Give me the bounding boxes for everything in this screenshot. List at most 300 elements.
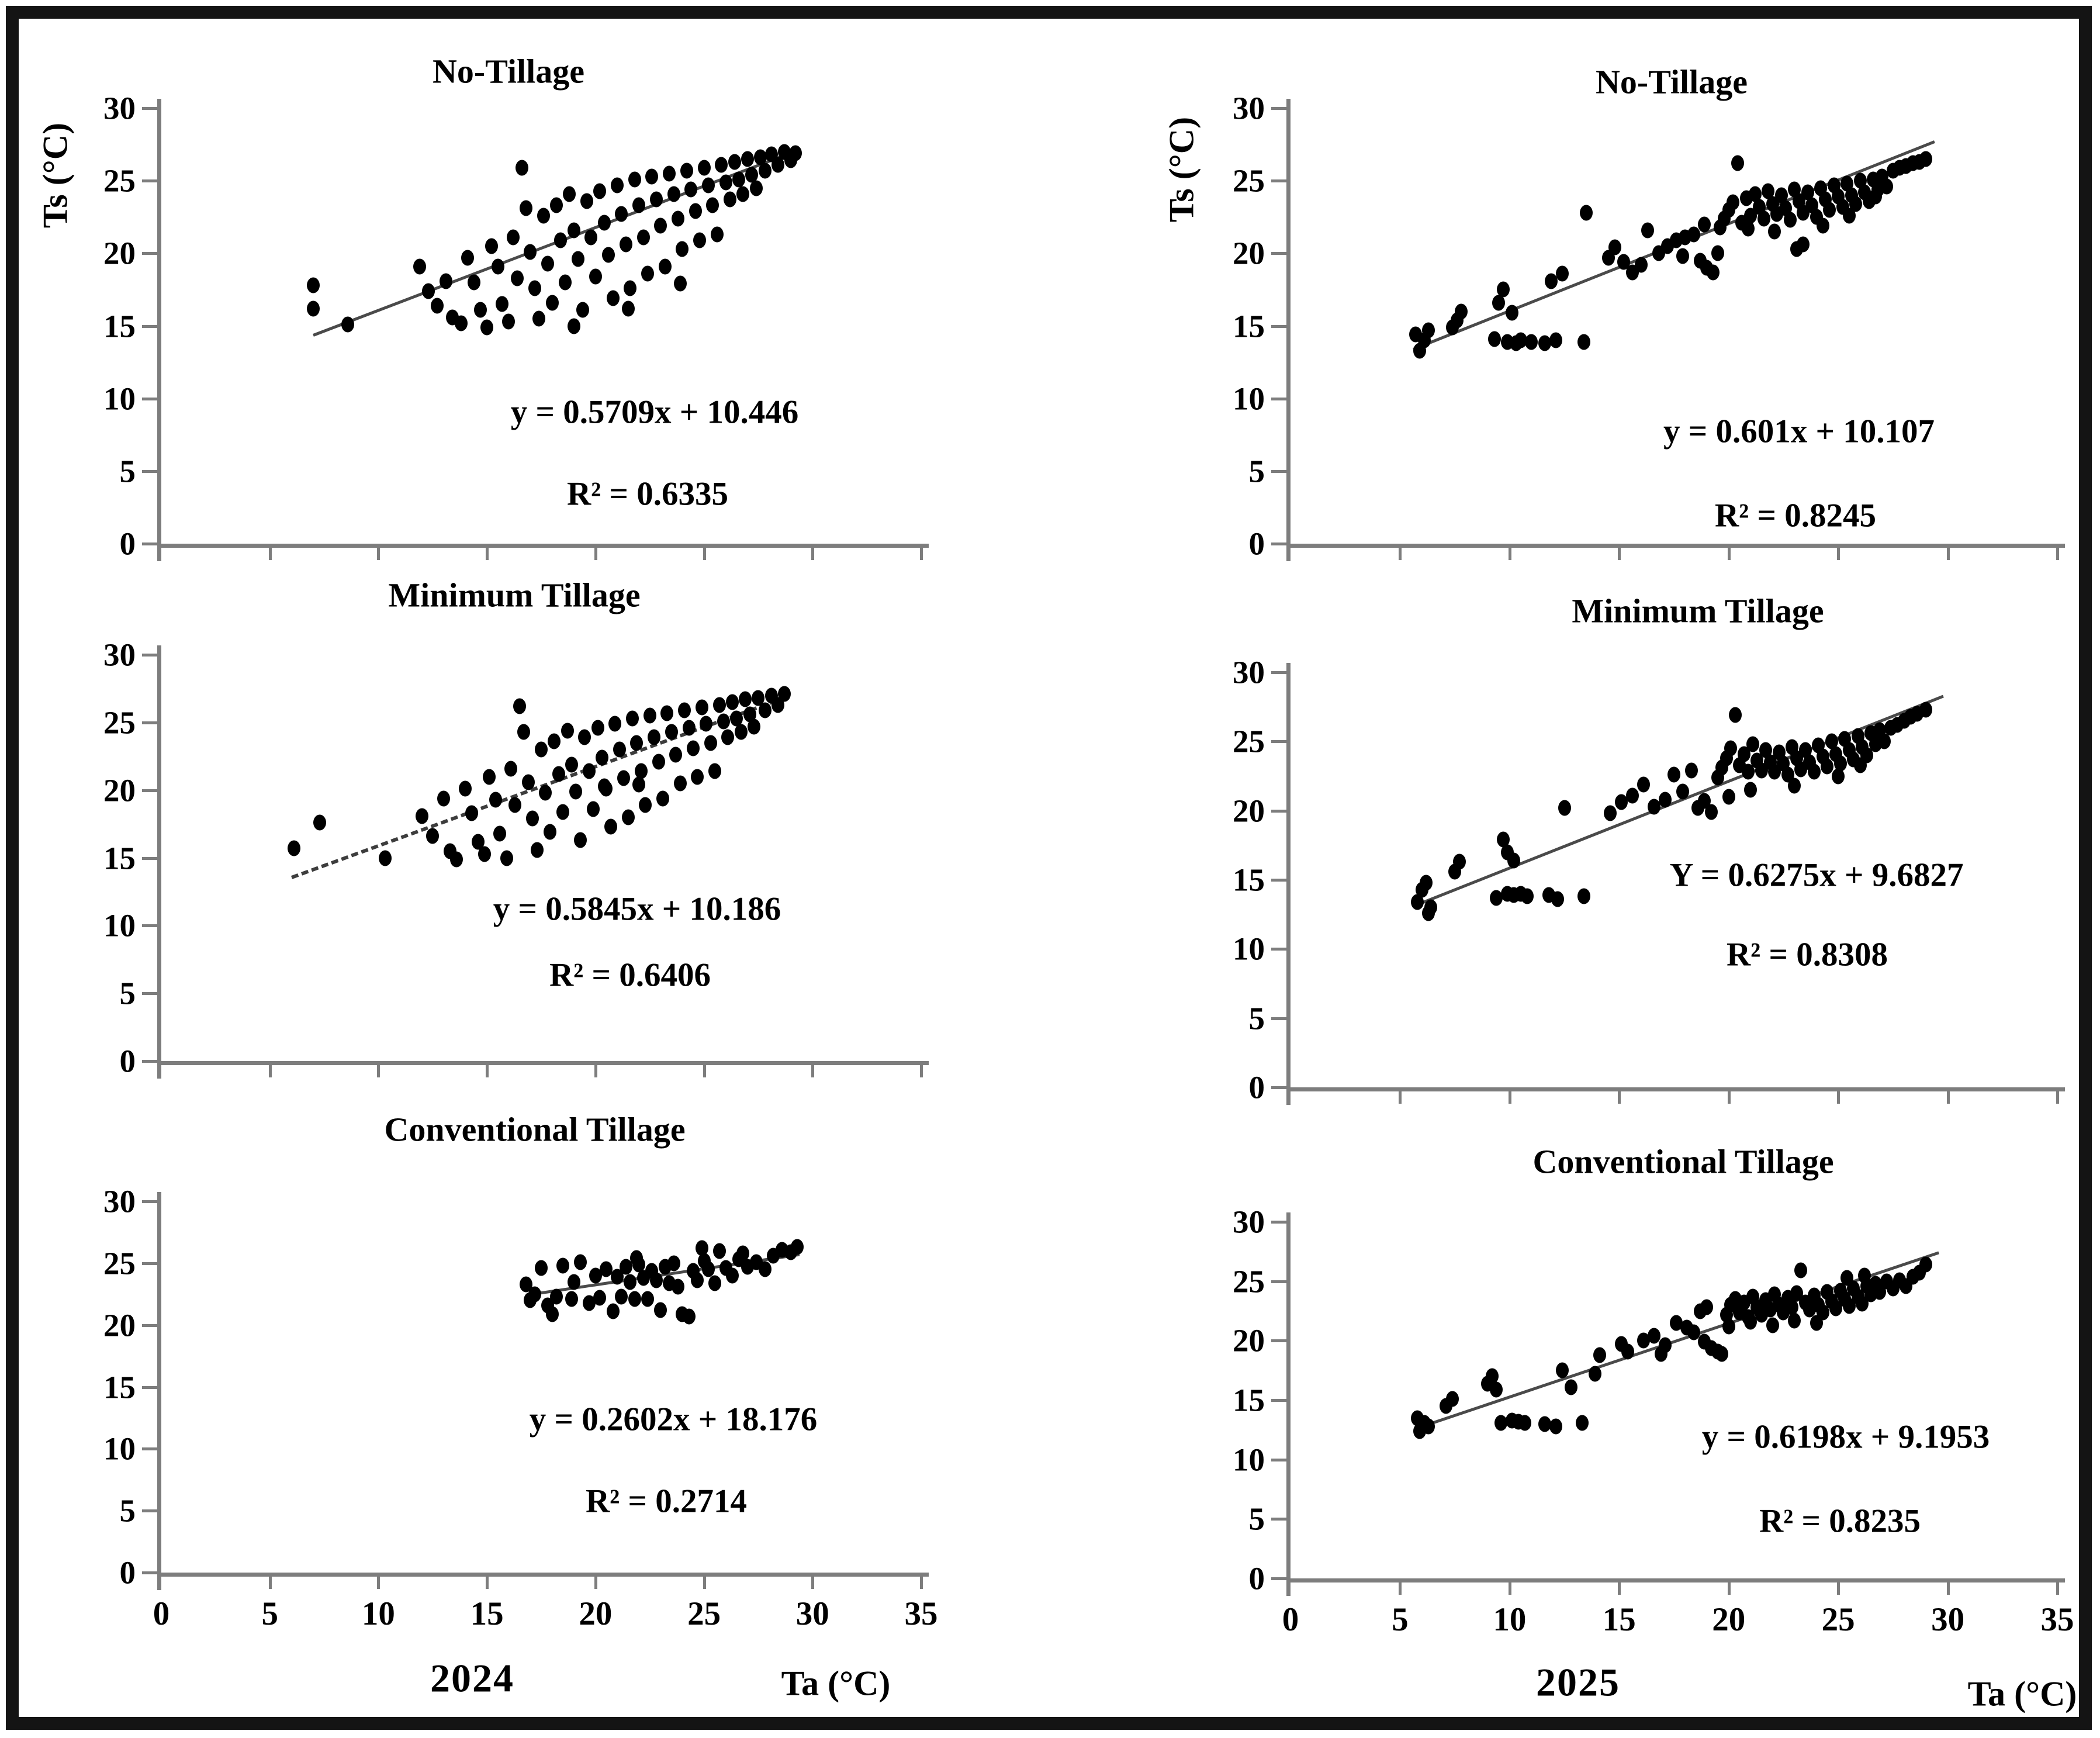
plot-2025-conventional-tillage [1233,1204,2074,1638]
data-point [680,163,693,178]
x-tick-label: 35 [2040,1601,2074,1638]
r2-2024-minimum-tillage: R² = 0.6406 [549,956,711,994]
data-point [641,1291,654,1307]
data-point [713,1243,726,1259]
data-point [1727,195,1739,210]
data-point [440,273,452,289]
x-tick-mark [1509,544,1511,560]
data-point [546,1306,559,1322]
data-point [593,183,606,199]
data-point [721,730,734,745]
data-point [1685,763,1698,779]
data-point [628,171,641,187]
data-point [1577,889,1590,904]
y-tick-mark [1271,810,1288,813]
x-tick-mark [1947,1578,1950,1595]
data-point [1878,734,1891,749]
y-tick-mark [1271,1280,1288,1283]
y-tick-label: 0 [1248,1069,1265,1105]
x-tick-mark [1947,544,1950,560]
data-point [663,165,676,181]
y-tick-label: 20 [1233,235,1265,271]
data-point [611,177,624,193]
data-point [544,824,556,840]
data-point [492,258,504,274]
data-point [1422,1418,1435,1434]
y-tick-label: 0 [1248,1560,1265,1597]
y-tick-label: 0 [119,1043,136,1079]
data-point [541,255,554,271]
data-point [522,774,535,790]
y-tick-mark [1271,543,1288,545]
y-tick-label: 30 [103,637,136,673]
data-point [624,280,636,296]
x-tick-mark [703,1061,706,1077]
y-tick-label: 5 [119,975,136,1011]
data-point [687,740,700,756]
data-point [650,192,663,208]
data-point [574,1254,587,1270]
data-point [483,769,496,785]
data-point [1521,889,1534,904]
y-tick-mark [142,1262,158,1265]
data-point [532,311,545,327]
x-tick-mark [1728,1578,1731,1595]
data-point [1667,767,1680,783]
y-tick-mark [142,721,158,724]
data-point [620,237,632,253]
data-point [493,825,506,841]
data-point [1549,333,1562,348]
data-point [584,230,597,246]
y-tick-mark [1271,398,1288,400]
data-point [528,1286,541,1302]
y-tick-mark [142,107,158,110]
y-tick-mark [1271,1086,1288,1089]
y-tick-mark [1271,1017,1288,1020]
y-tick-label: 10 [103,1431,136,1467]
y-tick-label: 20 [1233,1322,1265,1359]
y-tick-mark [1271,179,1288,182]
x-tick-label: 0 [153,1595,170,1632]
data-point [531,842,544,858]
equation-2025-conventional-tillage: y = 0.6198x + 9.1953 [1701,1418,1990,1456]
data-point [1608,240,1621,255]
data-point [1746,737,1759,752]
data-point [520,201,532,216]
equation-2024-conventional-tillage: y = 0.2602x + 18.176 [529,1401,818,1438]
data-point [1497,282,1510,298]
y-tick-label: 15 [103,1369,136,1405]
y-tick-label: 30 [1233,90,1265,126]
y-tick-mark [142,924,158,927]
data-point [639,797,652,813]
data-point [1641,222,1654,238]
data-point [379,850,392,866]
y-tick-mark [142,1324,158,1327]
data-point [1768,224,1781,240]
data-point [715,157,728,172]
data-point [615,1288,628,1304]
data-point [659,258,672,274]
data-point [1676,248,1689,264]
data-point [548,734,561,749]
y-axis-line [1286,99,1291,561]
data-point [750,180,763,196]
data-point [578,730,591,745]
y-tick-label: 5 [119,453,136,489]
y-tick-mark [1271,252,1288,255]
y-tick-label: 25 [103,163,136,199]
data-point [683,1308,696,1324]
data-point [568,318,580,334]
data-point [1659,1338,1672,1353]
data-point [735,724,748,740]
r2-2024-no-tillage: R² = 0.6335 [567,475,728,513]
data-point [583,763,596,779]
data-point [641,266,654,282]
y-tick-label: 0 [119,526,136,562]
data-point [789,145,802,161]
y-tick-mark [142,857,158,860]
y-axis-title-left: Ts (°C) [36,122,75,229]
y-tick-label: 5 [1248,453,1265,489]
data-point [708,1275,721,1291]
data-point [502,314,515,330]
data-point [726,1268,739,1284]
data-point [539,785,552,801]
data-point [1577,334,1590,350]
data-point [1488,331,1501,347]
data-point [413,258,426,274]
x-tick-mark [1618,544,1621,560]
x-tick-mark [1618,1087,1621,1104]
y-axis-line [157,645,161,1079]
y-tick-label: 25 [103,1245,136,1281]
data-point [1707,264,1720,280]
data-point [736,186,749,202]
data-point [1525,334,1538,350]
y-tick-mark [142,325,158,328]
y-tick-mark [142,992,158,995]
y-tick-label: 15 [1233,308,1265,344]
data-point [598,778,611,794]
x-tick-mark [486,1573,489,1589]
y-tick-label: 5 [1248,1501,1265,1537]
plot-2024-minimum-tillage [103,637,921,1079]
data-point [654,218,667,234]
x-tick-label: 30 [1931,1601,1965,1638]
data-point [1834,756,1847,772]
data-point [1687,1325,1700,1340]
x-tick-mark [1728,1087,1731,1104]
y-tick-mark [1271,107,1288,110]
title-2024-minimum-tillage: Minimum Tillage [388,576,641,614]
data-point [480,319,493,335]
data-point [719,174,732,190]
data-point [1919,702,1932,717]
data-point [624,1274,636,1290]
data-point [1604,806,1617,821]
data-point [1424,900,1437,915]
data-point [665,724,678,740]
data-point [1558,800,1571,816]
equation-2024-no-tillage: y = 0.5709x + 10.446 [510,393,799,431]
data-point [689,203,702,219]
x-tick-label: 25 [1821,1601,1855,1638]
data-point [676,241,689,257]
data-point [437,790,450,806]
data-point [704,735,717,751]
data-point [1817,218,1829,234]
data-point [1446,1391,1459,1407]
y-axis-line [157,99,161,561]
data-point [1788,778,1801,794]
x-tick-mark [269,1061,272,1077]
x-tick-mark [703,1573,706,1589]
data-point [615,206,628,222]
data-point [1880,179,1893,195]
y-tick-label: 20 [103,772,136,808]
y-tick-mark [142,252,158,255]
x-tick-mark [2056,544,2059,560]
data-point [1556,1363,1569,1378]
plot-2024-no-tillage [103,90,921,562]
data-point [574,832,587,848]
data-point [626,710,639,726]
data-point [652,754,665,770]
data-point [524,244,537,260]
data-point [556,1258,569,1274]
y-tick-mark [1271,470,1288,473]
y-tick-mark [142,1447,158,1450]
y-axis-line [157,1192,161,1590]
data-point [489,792,502,807]
data-point [508,797,521,813]
y-tick-mark [142,1386,158,1389]
y-axis-line [1286,1212,1291,1596]
data-point [1744,782,1757,798]
data-point [513,699,526,714]
data-point [1422,322,1435,338]
y-tick-mark [142,1200,158,1203]
data-point [759,702,772,718]
r2-2025-minimum-tillage: R² = 0.8308 [1727,936,1888,973]
data-point [617,770,630,786]
y-tick-mark [142,470,158,473]
data-point [700,716,712,732]
data-point [654,1302,667,1318]
y-tick-label: 0 [119,1554,136,1591]
data-point [450,851,463,867]
y-tick-label: 15 [103,308,136,344]
data-point [1823,202,1836,217]
data-point [613,742,626,758]
data-point [559,275,572,291]
y-tick-mark [1271,1518,1288,1521]
data-point [569,783,582,799]
x-tick-label: 10 [361,1595,395,1632]
data-point [485,238,498,254]
x-axis-title-left: Ta (°C) [781,1664,891,1703]
title-2024-conventional-tillage: Conventional Tillage [384,1110,686,1149]
y-tick-mark [142,1571,158,1574]
data-point [1729,707,1742,723]
data-point [565,756,578,772]
y-tick-label: 25 [1233,1263,1265,1300]
r2-2025-conventional-tillage: R² = 0.8235 [1759,1502,1921,1540]
y-tick-mark [1271,740,1288,743]
data-point [580,193,593,209]
data-point [1919,1257,1932,1273]
data-point [1506,305,1518,321]
y-tick-label: 5 [119,1492,136,1529]
title-2024-no-tillage: No-Tillage [433,52,584,91]
data-point [691,769,704,785]
data-point [288,841,300,856]
y-tick-label: 15 [1233,1382,1265,1418]
data-point [672,1279,684,1295]
data-point [593,1290,606,1306]
y-tick-label: 20 [103,235,136,271]
y-tick-label: 30 [103,90,136,126]
x-tick-mark [377,544,380,560]
x-tick-mark [377,1573,380,1589]
x-tick-mark [1509,1578,1511,1595]
x-tick-label: 0 [1282,1601,1299,1638]
data-point [535,1260,548,1276]
y-tick-mark [142,1060,158,1063]
y-tick-label: 25 [103,704,136,741]
y-tick-mark [142,398,158,400]
data-point [1490,1381,1503,1397]
data-point [1518,1415,1531,1431]
y-tick-label: 30 [103,1183,136,1219]
data-point [708,763,721,779]
y-tick-label: 25 [1233,163,1265,199]
x-tick-mark [1509,1087,1511,1104]
data-point [591,720,604,736]
y-tick-mark [1271,948,1288,951]
y-tick-mark [1271,1577,1288,1580]
data-point [667,186,680,202]
data-point [713,697,726,713]
x-tick-mark [811,1573,814,1589]
data-point [307,300,320,316]
data-point [1722,789,1735,805]
equation-2024-minimum-tillage: y = 0.5845x + 10.186 [493,890,781,928]
data-point [511,270,524,286]
year-label-2025: 2025 [1536,1660,1620,1705]
x-tick-mark [269,1573,272,1589]
data-point [622,810,635,825]
y-tick-mark [142,654,158,656]
data-point [608,716,621,732]
x-tick-mark [269,544,272,560]
data-point [550,198,563,213]
data-point [474,302,487,318]
data-point [656,790,669,806]
data-point [726,694,739,710]
data-point [426,828,439,844]
y-tick-mark [1271,1339,1288,1342]
x-tick-label: 20 [1712,1601,1746,1638]
data-point [672,210,684,226]
data-point [660,705,673,721]
data-point [341,317,354,333]
data-point [739,692,752,707]
data-point [693,232,706,248]
data-point [674,776,687,792]
data-point [598,215,611,231]
data-point [650,1273,663,1288]
x-tick-mark [594,544,597,560]
data-point [667,1255,680,1271]
y-tick-label: 20 [103,1307,136,1343]
data-point [1455,303,1468,319]
data-point [630,735,643,751]
data-point [1420,875,1433,890]
x-tick-mark [703,544,706,560]
data-point [1919,151,1932,167]
data-point [556,804,569,820]
data-point [535,742,548,758]
x-tick-mark [811,544,814,560]
data-point [563,186,576,202]
data-point [1794,1263,1807,1279]
data-point [459,781,472,797]
x-tick-label: 15 [1602,1601,1636,1638]
x-tick-mark [486,1061,489,1077]
x-tick-mark [377,1061,380,1077]
data-point [728,154,741,170]
r2-2025-no-tillage: R² = 0.8245 [1715,497,1876,534]
data-point [607,291,620,306]
x-tick-mark [1837,544,1840,560]
data-point [637,230,650,246]
data-point [1797,237,1810,253]
data-point [550,1288,563,1304]
data-point [516,160,528,175]
data-point [628,1291,641,1307]
y-tick-mark [142,1509,158,1512]
data-point [496,296,508,312]
plot-2024-conventional-tillage [103,1183,938,1632]
data-point [546,295,559,310]
data-point [507,230,520,246]
y-tick-mark [1271,1459,1288,1461]
y-tick-mark [142,179,158,182]
data-point [632,777,645,793]
data-point [1593,1347,1606,1363]
y-tick-label: 30 [1233,1204,1265,1240]
y-tick-label: 10 [103,907,136,944]
data-point [1580,205,1593,220]
x-axis-title-right: Ta (°C) [1967,1674,2077,1713]
y-tick-mark [1271,1221,1288,1224]
data-point [1731,156,1744,171]
data-point [416,808,428,824]
data-point [1648,1328,1660,1344]
data-point [455,315,468,331]
x-tick-label: 15 [470,1595,504,1632]
data-point [732,171,745,187]
x-tick-mark [811,1061,814,1077]
data-point [568,222,580,238]
title-2025-minimum-tillage: Minimum Tillage [1572,592,1824,630]
data-point [568,1274,580,1290]
data-point [500,850,513,866]
